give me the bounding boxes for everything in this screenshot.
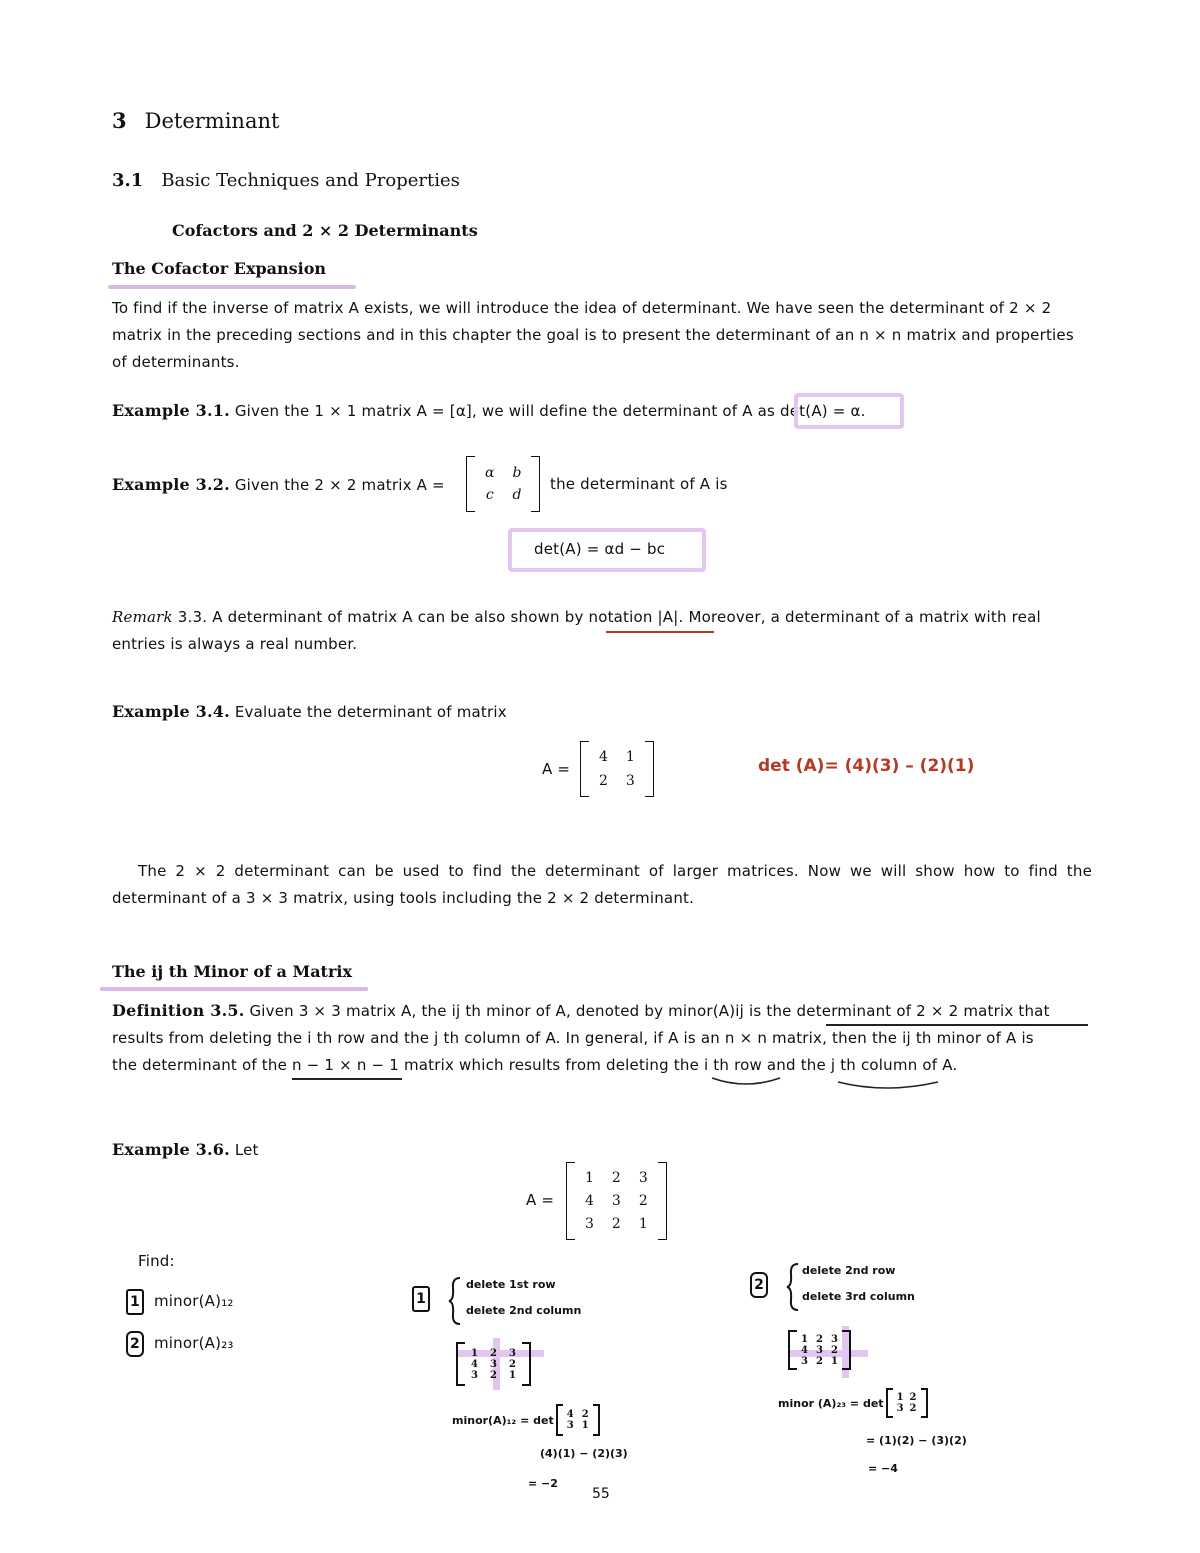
matrix-entry: 1 — [801, 1333, 808, 1345]
subsection-title — [112, 170, 460, 191]
matrix-bracket-left — [580, 741, 589, 797]
matrix-bracket-right — [593, 1404, 600, 1436]
matrix-entries — [563, 1409, 593, 1431]
matrix-entry: 3 — [625, 773, 635, 789]
matrix-entry: 3 — [471, 1369, 478, 1381]
example-3-2-text-after: the determinant of A is — [550, 475, 728, 493]
matrix-entry: 1 — [585, 1170, 594, 1186]
matrix-entry: 2 — [599, 773, 608, 789]
matrix-bracket-right — [522, 1342, 531, 1386]
notation-underline — [606, 631, 714, 633]
example-3-6-label: Example 3.6. — [112, 1140, 230, 1159]
work-1-brace — [448, 1276, 462, 1326]
definition-label: Definition 3.5. — [112, 1001, 245, 1020]
matrix-entry: 2 — [815, 1355, 823, 1367]
matrix-entry: 3 — [489, 1358, 497, 1370]
work-2-matrix — [788, 1330, 851, 1370]
matrix-entry: 4 — [599, 749, 608, 765]
minor-heading: The ij th Minor of a Matrix — [112, 962, 352, 981]
work-1-calc: (4)(1) − (2)(3) — [540, 1447, 628, 1460]
page-number: 55 — [592, 1486, 610, 1502]
work-1-minor-equation — [452, 1404, 600, 1436]
matrix-entry: 2 — [489, 1369, 497, 1381]
determinant-formula: det(A) = αd − bc — [534, 540, 666, 558]
definition-3-5 — [112, 997, 1092, 1079]
find-item-text: minor(A)₂₃ — [154, 1334, 234, 1352]
matrix-entry: α — [485, 465, 495, 481]
matrix-entry: 4 — [585, 1193, 594, 1209]
example-3-4-label: Example 3.4. — [112, 702, 230, 721]
matrix-entry: 1 — [625, 749, 635, 765]
example-3-4-text — [112, 698, 507, 726]
curve-underline-row — [712, 1078, 780, 1084]
work-2-step-1: delete 2nd row — [802, 1264, 896, 1277]
work-1-step-2: delete 2nd column — [466, 1304, 582, 1317]
work-2-minor-eq-text: minor (A)₂₃ = det — [778, 1396, 884, 1410]
matrix-entry: 4 — [801, 1344, 808, 1356]
matrix-entry: 3 — [896, 1403, 904, 1414]
example-3-1 — [112, 397, 866, 425]
work-1-number: 1 — [412, 1286, 430, 1312]
example-3-4-lhs: A = — [542, 760, 571, 778]
intro-line-1: To find if the inverse of matrix A exists, we will introduce the idea of determinant. We have seen the determinant of 2 × 2 — [112, 299, 1052, 317]
example-3-2-label: Example 3.2. — [112, 475, 230, 494]
example-3-1-highlight-box — [794, 393, 904, 429]
matrix-entry: 3 — [830, 1333, 838, 1345]
example-3-6-matrix — [566, 1162, 667, 1240]
matrix-entry: 2 — [611, 1170, 621, 1186]
remark-line-1a: A determinant of matrix A can be also shown by — [212, 608, 584, 626]
subsection-number: 3.1 — [112, 170, 144, 191]
matrix-bracket-right — [531, 456, 540, 512]
subsection-title-text: Basic Techniques and Properties — [161, 170, 460, 191]
matrix-entries — [797, 1334, 842, 1367]
example-3-4-text: Evaluate the determinant of matrix — [234, 703, 507, 721]
matrix-bracket-left — [788, 1330, 797, 1370]
matrix-bracket-left — [566, 1162, 575, 1240]
intro-line-2: matrix in the preceding sections and in this chapter the goal is to present the determinant of an n × n matrix and properties — [112, 326, 1074, 344]
matrix-entry: c — [485, 487, 494, 503]
remark-line-1b: Moreover, a determinant of a matrix with real — [688, 608, 1041, 626]
matrix-entry: d — [512, 487, 522, 503]
remark-line-2: entries is always a real number. — [112, 635, 358, 653]
section-title — [112, 108, 279, 133]
matrix-entry: 4 — [471, 1358, 478, 1370]
matrix-bracket-right — [645, 741, 654, 797]
definition-curved-underlines — [706, 1072, 946, 1094]
work-2-result: = −4 — [868, 1462, 898, 1475]
work-2-minor-equation — [778, 1388, 928, 1418]
matrix-entry: 4 — [566, 1409, 574, 1420]
minor-heading-highlight — [100, 987, 368, 991]
find-label: Find: — [138, 1252, 175, 1270]
transition-paragraph — [112, 858, 1092, 912]
matrix-entry: 2 — [830, 1344, 838, 1356]
example-3-2-text — [112, 471, 445, 499]
example-3-1-text: Given the 1 × 1 matrix A = [α], we will define the determinant of A as — [234, 402, 776, 420]
find-item-text: minor(A)₁₂ — [154, 1292, 234, 1310]
matrix-bracket-left — [466, 456, 475, 512]
remark-notation: notation |A|. — [588, 608, 684, 626]
section-title-text: Determinant — [144, 109, 280, 133]
matrix-entry: 1 — [508, 1369, 516, 1381]
cofactor-heading: The Cofactor Expansion — [112, 259, 327, 278]
matrix-entry: 1 — [638, 1216, 648, 1232]
matrix-entries — [465, 1348, 522, 1381]
matrix-entries — [893, 1392, 921, 1414]
example-3-6-text — [112, 1136, 259, 1164]
example-3-4-matrix — [580, 741, 654, 797]
matrix-bracket-right — [842, 1330, 851, 1370]
work-2-brace — [786, 1262, 800, 1312]
matrix-bracket-left — [556, 1404, 563, 1436]
matrix-entry: 2 — [909, 1392, 917, 1403]
cofactor-heading-highlight — [108, 285, 356, 289]
definition-line-2: results from deleting the i th row and the j th column of A. In general, if A is an n × n matrix, then the ij th minor of A is — [112, 1029, 1034, 1047]
matrix-entry: 2 — [638, 1193, 648, 1209]
find-item-number: 1 — [126, 1289, 144, 1315]
work-2-step-2: delete 3rd column — [802, 1290, 915, 1303]
remark-number: 3.3. — [177, 608, 208, 626]
example-3-2-text-before: Given the 2 × 2 matrix A = — [234, 476, 445, 494]
remark-label: Remark — [112, 608, 173, 626]
definition-underline-1 — [826, 1024, 1088, 1026]
matrix-entries — [475, 465, 531, 503]
transition-line-1: The 2 × 2 determinant can be used to find the determinant of larger matrices. Now we will show how to find the — [138, 862, 1092, 880]
matrix-entry: b — [512, 465, 522, 481]
definition-line-1: Given 3 × 3 matrix A, the ij th minor of A, denoted by minor(A)ij is the determinant of 2 × 2 matrix that — [249, 1002, 1050, 1020]
find-item-2 — [126, 1330, 234, 1357]
work-1-step-1: delete 1st row — [466, 1278, 556, 1291]
matrix-entry: 1 — [896, 1392, 904, 1403]
work-1-minor-eq-text: minor(A)₁₂ = det — [452, 1413, 554, 1427]
matrix-entry: 2 — [815, 1333, 823, 1345]
subsubsection-title: Cofactors and 2 × 2 Determinants — [172, 221, 478, 240]
find-item-number: 2 — [126, 1331, 144, 1357]
transition-line-2: determinant of a 3 × 3 matrix, using tools including the 2 × 2 determinant. — [112, 889, 695, 907]
intro-paragraph — [112, 295, 1092, 376]
work-2-number: 2 — [750, 1272, 768, 1298]
find-item-1 — [126, 1288, 234, 1315]
work-2-calc: = (1)(2) − (3)(2) — [866, 1434, 967, 1447]
work-1-matrix — [456, 1342, 531, 1386]
handwritten-det-calculation: det (A)= (4)(3) – (2)(1) — [758, 756, 975, 776]
matrix-entries — [575, 1170, 658, 1232]
matrix-entry: 3 — [566, 1420, 574, 1431]
example-3-2-matrix — [466, 456, 540, 512]
matrix-entry: 2 — [508, 1358, 516, 1370]
work-1-result: = −2 — [528, 1477, 558, 1490]
example-3-1-label: Example 3.1. — [112, 401, 230, 420]
matrix-entry: 1 — [581, 1420, 589, 1431]
definition-line-3: the determinant of the n − 1 × n − 1 matrix which results from deleting the i th row and the j th column of A. — [112, 1056, 958, 1074]
matrix-entries — [589, 749, 645, 789]
matrix-entry: 3 — [801, 1355, 808, 1367]
matrix-entry: 2 — [581, 1409, 589, 1420]
matrix-entry: 1 — [830, 1355, 838, 1367]
matrix-entry: 3 — [815, 1344, 823, 1356]
matrix-entry: 3 — [611, 1193, 621, 1209]
example-3-6-text: Let — [234, 1141, 259, 1159]
intro-line-3: of determinants. — [112, 353, 240, 371]
remark-3-3 — [112, 604, 1092, 658]
matrix-entry: 3 — [638, 1170, 648, 1186]
matrix-bracket-right — [921, 1388, 928, 1418]
matrix-bracket-left — [456, 1342, 465, 1386]
example-3-6-lhs: A = — [526, 1191, 555, 1209]
matrix-bracket-right — [658, 1162, 667, 1240]
definition-underline-2 — [292, 1078, 402, 1080]
matrix-entry: 3 — [585, 1216, 594, 1232]
matrix-entry: 3 — [508, 1347, 516, 1359]
matrix-entry: 2 — [489, 1347, 497, 1359]
matrix-entry: 2 — [611, 1216, 621, 1232]
section-number: 3 — [112, 108, 127, 133]
matrix-bracket-left — [886, 1388, 893, 1418]
example-3-1-highlight: det(A) = α. — [780, 402, 866, 420]
matrix-entry: 2 — [909, 1403, 917, 1414]
curve-underline-column — [838, 1082, 938, 1088]
matrix-entry: 1 — [471, 1347, 478, 1359]
